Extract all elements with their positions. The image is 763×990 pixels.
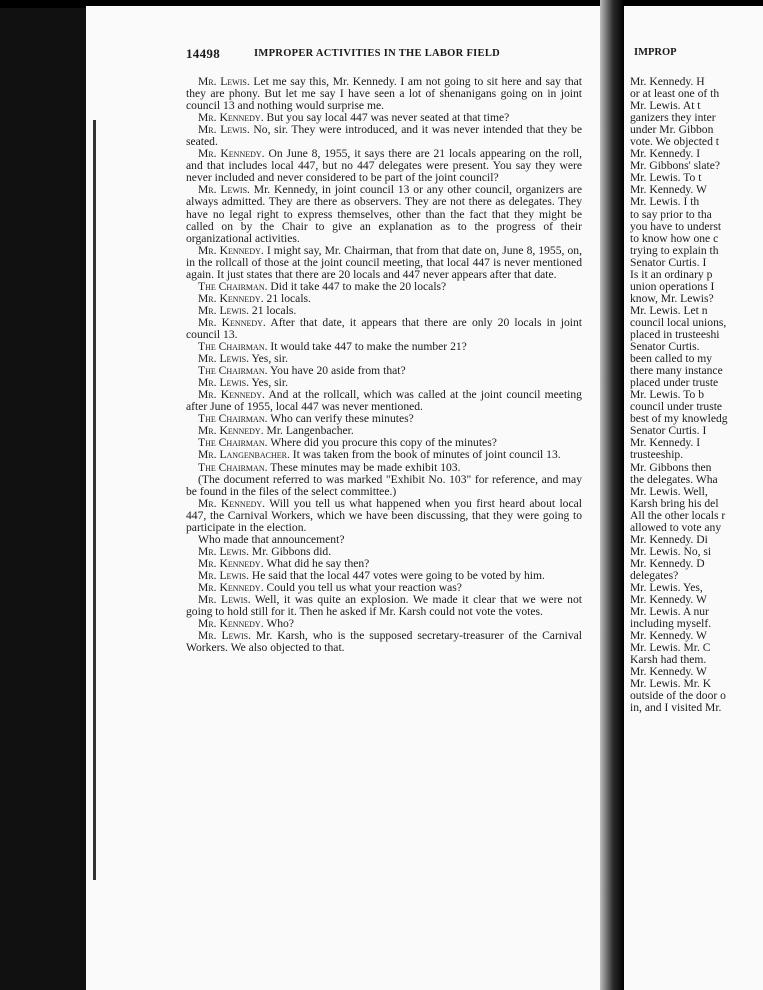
- right-column-line: Is it an ordinary p: [630, 267, 713, 281]
- speech-text: No, sir. They were introduced, and it was never intended that they be seated.: [186, 123, 582, 149]
- right-column-line: Mr. Gibbons then: [630, 460, 712, 474]
- right-column-line: Mr. Kennedy. H: [630, 75, 705, 88]
- right-column-line: ganizers they inter: [630, 111, 716, 125]
- right-column-line: to know how one c: [630, 231, 719, 245]
- right-column-line: Mr. Kennedy. Di: [630, 532, 708, 546]
- speaker-name: The Chairman.: [198, 460, 268, 474]
- right-column-line: the delegates. Wha: [630, 472, 718, 486]
- speaker-name: The Chairman.: [198, 412, 268, 426]
- page-number: 14498: [186, 46, 220, 61]
- right-column-line: union operations I: [630, 279, 715, 293]
- right-column-line: Mr. Kennedy. I: [630, 147, 701, 161]
- right-column-line: been called to my: [630, 352, 713, 366]
- right-column-line: placed under truste: [630, 376, 719, 390]
- testimony-paragraph: [186, 317, 582, 341]
- page-title: IMPROPER ACTIVITIES IN THE LABOR FIELD: [254, 48, 501, 59]
- speaker-name: Mr. Lewis.: [198, 376, 249, 390]
- speech-text: (The document referred to was marked "Exhibit No. 103" for reference, and may be found in the files of the select committee.): [186, 472, 582, 498]
- speech-text: 21 locals.: [266, 291, 311, 305]
- right-column-line: Mr. Lewis. Mr. C: [630, 641, 711, 655]
- speech-text: Mr. Langenbacher.: [266, 424, 354, 438]
- speech-text: It was taken from the book of minutes of joint council 13.: [292, 448, 561, 462]
- speaker-name: Mr. Lewis.: [198, 568, 249, 582]
- right-column-line: All the other locals r: [630, 508, 726, 522]
- speech-text: What did he say then?: [266, 556, 370, 570]
- speaker-name: The Chairman.: [198, 364, 268, 378]
- speaker-name: Mr. Lewis.: [198, 593, 251, 607]
- right-column-line: best of my knowledg: [630, 412, 728, 426]
- speaker-name: Mr. Kennedy.: [198, 556, 264, 570]
- right-column-line: Mr. Lewis. Mr. K: [630, 677, 712, 691]
- speech-text: These minutes may be made exhibit 103.: [270, 460, 461, 474]
- speaker-name: Mr. Kennedy.: [198, 111, 264, 125]
- speech-text: And at the rollcall, which was called at the joint council meeting after June of 1955, local 447 was never mentioned.: [186, 388, 582, 414]
- speech-text: Mr. Kennedy, in joint council 13 or any other council, organizers are always admitted. They are there as observers. They are not there as delegates. They have no legal right to express themselves, other than the fact that they might be called on by the Chair to give an explanation as to the progress of their organizational activities.: [186, 183, 582, 245]
- testimony-paragraph: [186, 245, 582, 281]
- right-column-line: there many instance: [630, 364, 723, 378]
- speech-text: Yes, sir.: [251, 352, 288, 366]
- speaker-name: Mr. Lewis.: [198, 544, 249, 558]
- right-column-line: under Mr. Gibbon: [630, 123, 714, 137]
- speaker-name: Mr. Kennedy.: [198, 424, 264, 438]
- right-column-line: Mr. Kennedy. W: [630, 593, 707, 607]
- speech-text: Mr. Karsh, who is the supposed secretary-treasurer of the Carnival Workers. We also objected to that.: [186, 629, 582, 655]
- testimony-paragraph: [186, 184, 582, 244]
- speaker-name: Mr. Kennedy.: [198, 580, 264, 594]
- testimony-paragraph: [186, 148, 582, 184]
- right-column-line: Mr. Lewis. I th: [630, 195, 700, 209]
- book-gutter: [600, 0, 624, 990]
- testimony-paragraph: [186, 389, 582, 413]
- speech-text: Who?: [266, 617, 294, 631]
- right-column-line: Mr. Lewis. To t: [630, 171, 702, 185]
- speaker-name: Mr. Lewis.: [198, 123, 250, 137]
- testimony-paragraph: [186, 76, 582, 112]
- speaker-name: Mr. Lewis.: [198, 183, 250, 197]
- right-column-line: you have to underst: [630, 219, 722, 233]
- right-column-line: to say prior to tha: [630, 207, 712, 221]
- speaker-name: Mr. Lewis.: [198, 629, 251, 643]
- right-column-line: Mr. Kennedy. W: [630, 183, 707, 197]
- speech-text: Will you tell us what happened when you first heard about local 447, the Carnival Workers, which we have been discussing, that they were going to participate in the election.: [186, 496, 582, 534]
- right-column-line: Mr. Lewis. A nur: [630, 605, 709, 619]
- testimony-paragraph: [186, 474, 582, 498]
- right-column-line: council local unions,: [630, 315, 727, 329]
- right-column-line: Mr. Gibbons' slate?: [630, 159, 720, 173]
- right-column-line: Senator Curtis. I: [630, 255, 707, 269]
- speech-text: Who can verify these minutes?: [270, 412, 414, 426]
- right-column-line: outside of the door o: [630, 689, 726, 703]
- right-column-line: or at least one of th: [630, 87, 720, 101]
- speaker-name: Mr. Lewis.: [198, 75, 250, 88]
- right-page: [624, 6, 763, 990]
- right-column-line: vote. We objected t: [630, 135, 719, 149]
- right-column-line: allowed to vote any: [630, 520, 722, 534]
- right-column-line: Karsh had them.: [630, 653, 707, 667]
- speech-text: 21 locals.: [251, 303, 297, 317]
- testimony-paragraph: [186, 630, 582, 654]
- right-column-line: Mr. Kennedy. D: [630, 556, 705, 570]
- speaker-name: The Chairman.: [198, 340, 268, 354]
- right-column-line: including myself.: [630, 617, 712, 631]
- testimony-paragraph: [186, 594, 582, 618]
- speech-text: You have 20 aside from that?: [269, 364, 406, 378]
- speaker-name: Mr. Lewis.: [198, 303, 249, 317]
- speaker-name: Mr. Lewis.: [198, 352, 249, 366]
- speech-text: It would take 447 to make the number 21?: [270, 340, 467, 354]
- speaker-name: Mr. Langenbacher.: [198, 448, 290, 462]
- speech-text: Let me say this, Mr. Kennedy. I am not going to sit here and say that they are phony. But let me say I have seen a lot of shenanigans going on in joint council 13 and nothing would surprise me.: [186, 75, 582, 113]
- right-column-line: Mr. Lewis. No, si: [630, 544, 712, 558]
- speech-text: I might say, Mr. Chairman, that from that date on, June 8, 1955, on, in the rollcall of those at the joint council meeting, that local 447 is never mentioned again. It just states that there are 20 locals and 447 never appears after that date.: [186, 243, 582, 281]
- right-column-line: Mr. Lewis. To b: [630, 388, 705, 402]
- right-column-line: trusteeship.: [630, 448, 684, 462]
- speaker-name: Mr. Kennedy.: [198, 291, 264, 305]
- speaker-name: Mr. Kennedy.: [198, 496, 266, 510]
- speech-text: He said that the local 447 votes were going to be voted by him.: [251, 568, 545, 582]
- right-column-line: Mr. Kennedy. W: [630, 665, 707, 679]
- right-column-line: in, and I visited Mr.: [630, 701, 722, 715]
- speaker-name: Mr. Kennedy.: [198, 147, 265, 161]
- testimony-column: [186, 76, 582, 654]
- speech-text: But you say local 447 was never seated at that time?: [266, 111, 510, 125]
- right-column-line: Mr. Lewis. At t: [630, 99, 701, 113]
- speaker-name: Mr. Kennedy.: [198, 243, 264, 257]
- speech-text: Yes, sir.: [251, 376, 288, 390]
- right-column-line: Karsh bring his del: [630, 496, 719, 510]
- speech-text: Who made that announcement?: [198, 532, 345, 546]
- right-column-line: Mr. Kennedy. I: [630, 436, 701, 450]
- speech-text: On June 8, 1955, it says there are 21 locals appearing on the roll, and that includes local 447, but no 447 delegates were present. You say they were never included and never considered to be part of the joint council?: [186, 147, 582, 185]
- speaker-name: The Chairman.: [198, 436, 268, 450]
- binding-shadow: [93, 120, 96, 880]
- right-column-line: Mr. Kennedy. W: [630, 629, 707, 643]
- speech-text: Could you tell us what your reaction was?: [266, 580, 462, 594]
- speech-text: Where did you procure this copy of the minutes?: [270, 436, 497, 450]
- speaker-name: Mr. Kennedy.: [198, 617, 264, 631]
- speech-text: After that date, it appears that there are only 20 locals in joint council 13.: [186, 315, 582, 341]
- right-column-line: Senator Curtis. I: [630, 424, 707, 438]
- speech-text: Mr. Gibbons did.: [251, 544, 332, 558]
- right-column-line: placed in trusteeshi: [630, 327, 720, 341]
- right-column-line: delegates?: [630, 568, 679, 582]
- testimony-paragraph: [186, 498, 582, 534]
- right-column-line: know, Mr. Lewis?: [630, 291, 714, 305]
- speech-text: Well, it was quite an explosion. We made it clear that we were not going to hold still for it. Then he asked if Mr. Karsh could not vote the votes.: [186, 593, 582, 619]
- right-column-text: [630, 76, 763, 714]
- speaker-name: The Chairman.: [198, 279, 268, 293]
- testimony-paragraph: [186, 124, 582, 148]
- right-column-line: Mr. Lewis. Yes,: [630, 580, 703, 594]
- speaker-name: Mr. Kennedy.: [198, 388, 265, 402]
- running-head: [186, 47, 586, 63]
- right-column-line: Mr. Lewis. Let n: [630, 303, 708, 317]
- right-column-line: Senator Curtis.: [630, 340, 700, 354]
- right-column-line: Mr. Lewis. Well,: [630, 484, 708, 498]
- speaker-name: Mr. Kennedy.: [198, 315, 266, 329]
- speech-text: Did it take 447 to make the 20 locals?: [270, 279, 447, 293]
- right-column-line: trying to explain th: [630, 243, 719, 257]
- right-running-head: IMPROP: [634, 47, 677, 58]
- right-column-line: council under truste: [630, 400, 723, 414]
